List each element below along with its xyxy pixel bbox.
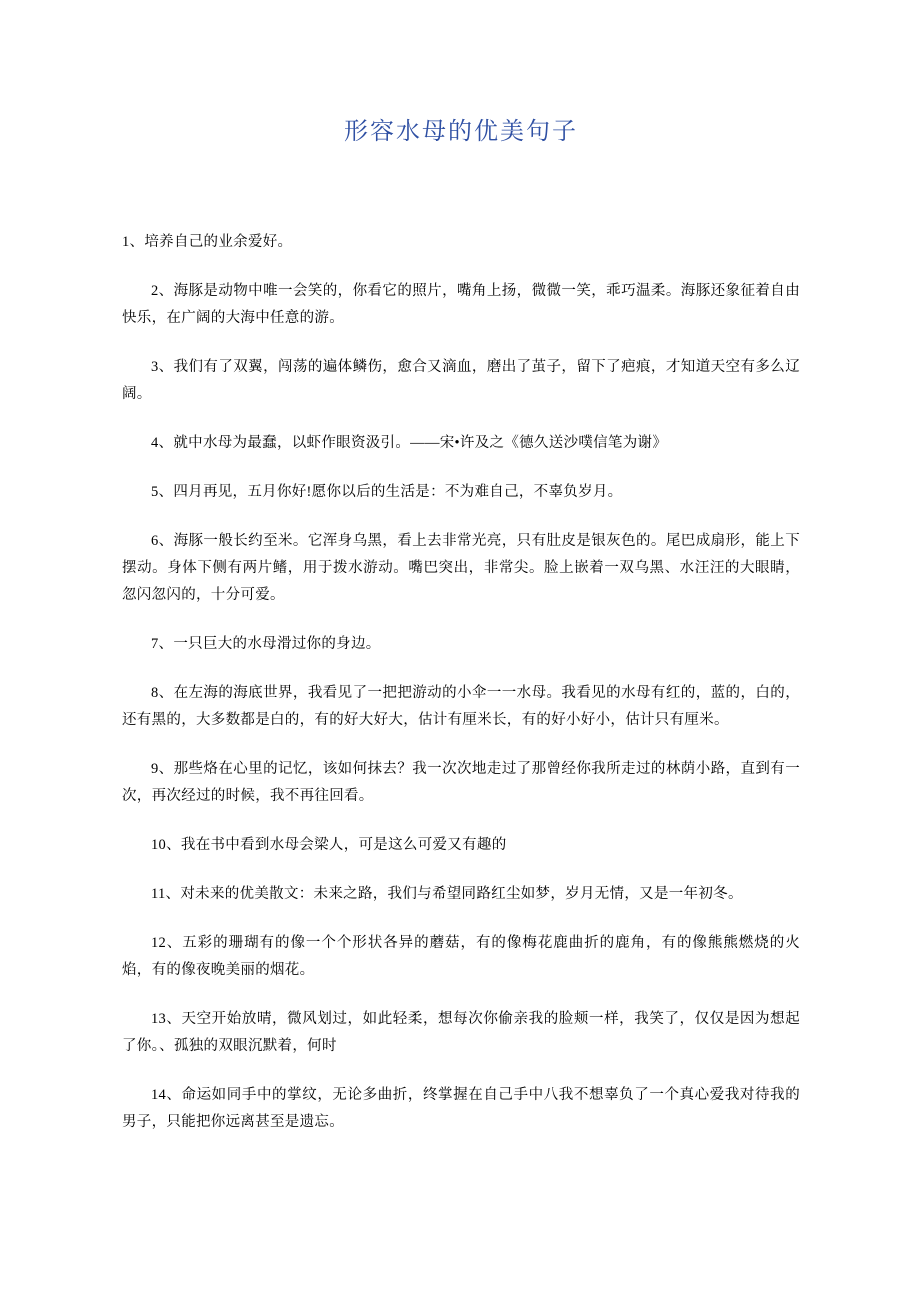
paragraph-8: 8、在左海的海底世界，我看见了一把把游动的小伞一一水母。我看见的水母有红的，蓝的，白的，还有黑的，大多数都是白的，有的好大好大，估计有厘米长，有的好小好小，估计只有厘米。 <box>122 685 800 728</box>
paragraph-5: 5、四月再见，五月你好!愿你以后的生活是：不为难自己，不辜负岁月。 <box>151 484 623 500</box>
document-title: 形容水母的优美句子 <box>344 119 578 145</box>
paragraph-1: 1、培养自己的业余爱好。 <box>122 234 293 250</box>
paragraph-9: 9、那些烙在心里的记忆，该如何抹去？我一次次地走过了那曾经你我所走过的林荫小路，直到有一次，再次经过的时候，我不再往回看。 <box>122 761 800 804</box>
paragraph-14: 14、命运如同手中的掌纹，无论多曲折，终掌握在自己手中八我不想辜负了一个真心爱我对待我的男子，只能把你远离甚至是遗忘。 <box>122 1087 800 1130</box>
paragraph-2: 2、海豚是动物中唯一会笑的，你看它的照片，嘴角上扬，微微一笑，乖巧温柔。海豚还象征着自由快乐，在广阔的大海中任意的游。 <box>122 283 800 326</box>
paragraph-6: 6、海豚一般长约至米。它浑身乌黑，看上去非常光亮，只有肚皮是银灰色的。尾巴成扇形，能上下摆动。身体下侧有两片鳍，用于拨水游动。嘴巴突出，非常尖。脸上嵌着一双乌黑、水汪汪的大眼睛，忽闪忽闪的，十分可爱。 <box>122 533 800 603</box>
paragraph-3: 3、我们有了双翼，闯荡的遍体鳞伤，愈合又滴血，磨出了茧子，留下了疤痕，才知道天空有多么辽阔。 <box>122 359 800 402</box>
paragraph-7: 7、一只巨大的水母滑过你的身边。 <box>151 636 381 652</box>
paragraph-11: 11、对未来的优美散文：未来之路，我们与希望同路红尘如梦，岁月无情，又是一年初冬。 <box>151 886 743 902</box>
paragraph-12: 12、五彩的珊瑚有的像一个个形状各异的蘑菇，有的像梅花鹿曲折的鹿角，有的像熊熊燃烧的火焰，有的像夜晚美丽的烟花。 <box>122 935 800 978</box>
paragraph-4: 4、就中水母为最蠢，以虾作眼资汲引。——宋•许及之《德久送沙噗信笔为谢》 <box>151 435 668 451</box>
paragraph-10: 10、我在书中看到水母会梁人，可是这么可爱又有趣的 <box>151 837 507 853</box>
paragraph-13: 13、天空开始放晴，微风划过，如此轻柔，想每次你偷亲我的脸颊一样，我笑了，仅仅是因为想起了你。、孤独的双眼沉默着，何时 <box>122 1011 800 1054</box>
document-body <box>122 229 800 1136</box>
